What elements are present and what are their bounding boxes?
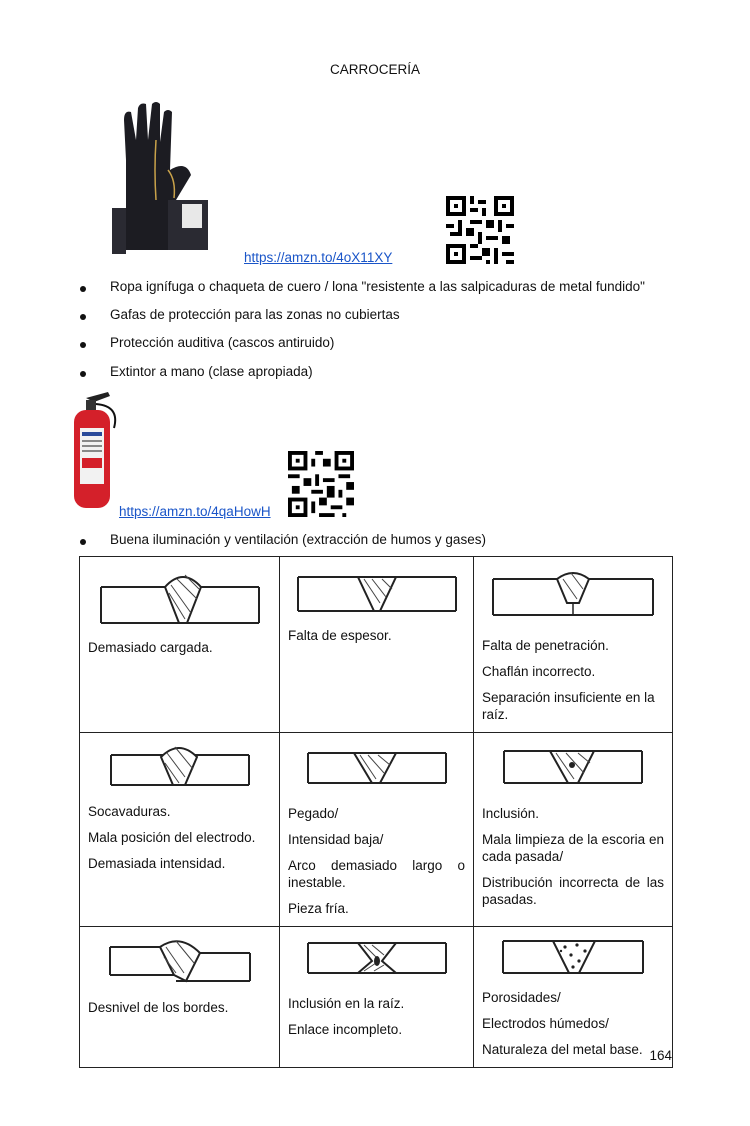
welding-gloves-image	[106, 100, 216, 258]
cell-text: Inclusión. Mala limpieza de la escoria en cada pasada/ Distribución incorrecta de las pasadas.	[482, 806, 664, 907]
qr-code-gloves	[446, 196, 514, 264]
weld-diagram-inclusion	[498, 739, 648, 793]
table-cell	[280, 927, 474, 1068]
table-cell	[80, 557, 280, 733]
table-cell	[280, 557, 474, 733]
cell-text: Inclusión en la raíz. Enlace incompleto.	[288, 996, 405, 1037]
list-item: Extintor a mano (clase apropiada)	[80, 364, 680, 384]
list-item: Ropa ignífuga o chaqueta de cuero / lona "resistente a las salpicaduras de metal fundido"	[80, 279, 680, 299]
cell-text: Socavaduras. Mala posición del electrodo. Demasiada intensidad.	[88, 804, 256, 871]
cell-text: Falta de penetración. Chaflán incorrecto. Separación insuficiente en la raíz.	[482, 638, 655, 722]
weld-diagram-misalignment	[104, 933, 256, 989]
weld-diagram-root-inclusion	[302, 933, 452, 983]
extinguisher-link[interactable]: https://amzn.to/4qaHowH	[119, 504, 271, 519]
weld-diagram-undercut	[105, 739, 255, 793]
table-cell	[280, 733, 474, 927]
table-row	[80, 927, 673, 1068]
fire-extinguisher-image	[64, 388, 124, 512]
gloves-link[interactable]: https://amzn.to/4oX11XY	[244, 250, 393, 265]
table-row	[80, 733, 673, 927]
weld-diagram-thin	[292, 563, 462, 623]
table-cell	[80, 927, 280, 1068]
table-cell	[474, 927, 673, 1068]
weld-diagram-excess	[95, 563, 265, 629]
weld-diagram-sticking	[302, 739, 452, 793]
cell-text: Desnivel de los bordes.	[88, 1000, 229, 1015]
list-item: Buena iluminación y ventilación (extracción de humos y gases)	[80, 532, 680, 552]
qr-code-extinguisher	[288, 451, 354, 517]
cell-text: Demasiado cargada.	[88, 640, 213, 655]
cell-text: Falta de espesor.	[288, 628, 392, 643]
table-row	[80, 557, 673, 733]
weld-diagram-porosity	[497, 933, 649, 981]
list-item: Protección auditiva (cascos antiruido)	[80, 335, 680, 355]
page-header: CARROCERÍA	[329, 62, 420, 77]
weld-defects-table	[79, 556, 673, 1068]
cell-text: Pegado/ Intensidad baja/ Arco demasiado largo o inestable. Pieza fría.	[288, 806, 465, 916]
table-cell	[474, 557, 673, 733]
cell-text: Porosidades/ Electrodos húmedos/ Naturaleza del metal base.	[482, 990, 643, 1057]
table-cell	[80, 733, 280, 927]
weld-diagram-no-penetration	[487, 563, 659, 625]
list-item: Gafas de protección para las zonas no cubiertas	[80, 307, 680, 327]
page-number: 164	[649, 1048, 672, 1063]
table-cell	[474, 733, 673, 927]
